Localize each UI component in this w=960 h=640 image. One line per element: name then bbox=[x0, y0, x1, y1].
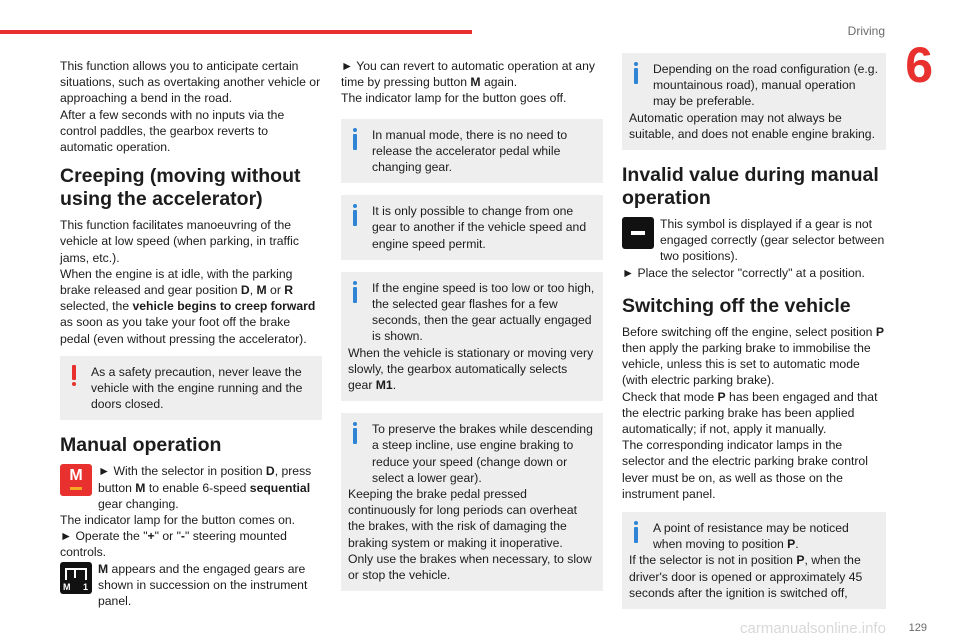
m-button-lamp-icon: M bbox=[60, 464, 92, 496]
info-box-engine-speed: If the engine speed is too low or too high, the selected gear flashes for a few seconds, then the gear actually engaged is shown. When the vehicle is stationary or moving very slowly, the gearbox automatically selects gear M1. bbox=[341, 272, 603, 401]
invalid-value-heading: Invalid value during manual operation bbox=[622, 164, 879, 210]
manual-step-4: M 1 M appears and the engaged gears are shown in succession on the instrument panel. bbox=[60, 561, 322, 610]
switching-off-paragraph-2: Check that mode P has been engaged and that the electric parking brake has been applied automatically; if not, apply it manually. bbox=[622, 389, 878, 437]
m1-gear-display-icon: M 1 bbox=[60, 562, 92, 594]
chapter-progress-bar bbox=[0, 30, 472, 34]
column-right bbox=[622, 58, 886, 609]
manual-step-1: M ► With the selector in position D, press button M to enable 6-speed sequential gear changing. bbox=[60, 463, 322, 512]
info-box-accelerator: In manual mode, there is no need to release the accelerator pedal while changing gear. bbox=[341, 119, 603, 184]
info-icon bbox=[352, 281, 358, 303]
info-icon bbox=[352, 204, 358, 226]
lamp-off-paragraph: The indicator lamp for the button goes off. bbox=[341, 91, 567, 106]
info-icon bbox=[352, 128, 358, 150]
info-box-resistance: A point of resistance may be noticed when moving to position P. If the selector is not in position P, when the driver's door is opened or approximately 45 seconds after the ignition is switched off, bbox=[622, 512, 886, 609]
invalid-gear-icon bbox=[622, 217, 654, 249]
creeping-paragraph-2: When the engine is at idle, with the parking brake released and gear position D, M or R selected, the vehicle begins to creep forward as soon as you take your foot off the brake pedal (even without pressing the accelerator). bbox=[60, 266, 316, 346]
switching-off-paragraph-1: Before switching off the engine, select position P then apply the parking brake to immobilise the vehicle, unless this is set to automatic mode (with electric parking brake). bbox=[622, 324, 884, 388]
intro-paragraph-2: After a few seconds with no inputs via the control paddles, the gearbox reverts to automatic operation. bbox=[60, 107, 285, 155]
info-icon bbox=[352, 422, 358, 444]
manual-step-2: The indicator lamp for the button comes on. bbox=[60, 513, 296, 528]
intro-paragraph-1: This function allows you to anticipate certain situations, such as overtaking another vehicle or approaching a bend in the road. bbox=[60, 59, 321, 106]
creeping-heading: Creeping (moving without using the accelerator) bbox=[60, 165, 301, 211]
invalid-value-description: This symbol is displayed if a gear is not engaged correctly (gear selector between two positions). bbox=[622, 216, 886, 265]
info-box-road-config: Depending on the road configuration (e.g. mountainous road), manual operation may be preferable. Automatic operation may not always be suitable, and does not enable engine braking. bbox=[622, 53, 886, 150]
column-left bbox=[60, 58, 322, 609]
page-number: 129 bbox=[908, 622, 927, 634]
section-title: Driving bbox=[847, 24, 885, 38]
manual-operation-heading: Manual operation bbox=[60, 434, 222, 457]
switching-off-heading: Switching off the vehicle bbox=[622, 294, 851, 317]
revert-paragraph: ► You can revert to automatic operation at any time by pressing button M again. bbox=[341, 59, 595, 90]
safety-warning-text: As a safety precaution, never leave the vehicle with the engine running and the doors closed. bbox=[91, 364, 303, 412]
info-icon bbox=[633, 521, 639, 543]
switching-off-paragraph-3: The corresponding indicator lamps in the selector and the electric parking brake control lever must be on, as well as those on the instrument panel. bbox=[622, 438, 868, 501]
info-box-engine-braking: To preserve the brakes while descending a steep incline, use engine braking to reduce your speed (change down or select a lower gear). Keeping the brake pedal pressed continuously for long periods can overheat the brakes, with the risk of damaging the braking system or making it inoperative. Only use the brakes when necessary, to slow or stop the vehicle. bbox=[341, 413, 603, 591]
watermark: carmanualsonline.info bbox=[740, 620, 886, 637]
info-box-gear-change: It is only possible to change from one gear to another if the vehicle speed and engine speed permit. bbox=[341, 195, 603, 260]
creeping-paragraph-1: This function facilitates manoeuvring of the vehicle at low speed (when parking, in traffic jams, etc.). bbox=[60, 218, 299, 265]
warning-icon bbox=[71, 365, 77, 387]
invalid-value-action: ► Place the selector "correctly" at a position. bbox=[622, 265, 865, 280]
manual-step-3: ► Operate the "+" or "-" steering mounted controls. bbox=[60, 529, 287, 560]
column-middle bbox=[341, 58, 603, 591]
chapter-number: 6 bbox=[905, 37, 933, 93]
info-icon bbox=[633, 62, 639, 84]
safety-warning-box bbox=[60, 356, 322, 421]
